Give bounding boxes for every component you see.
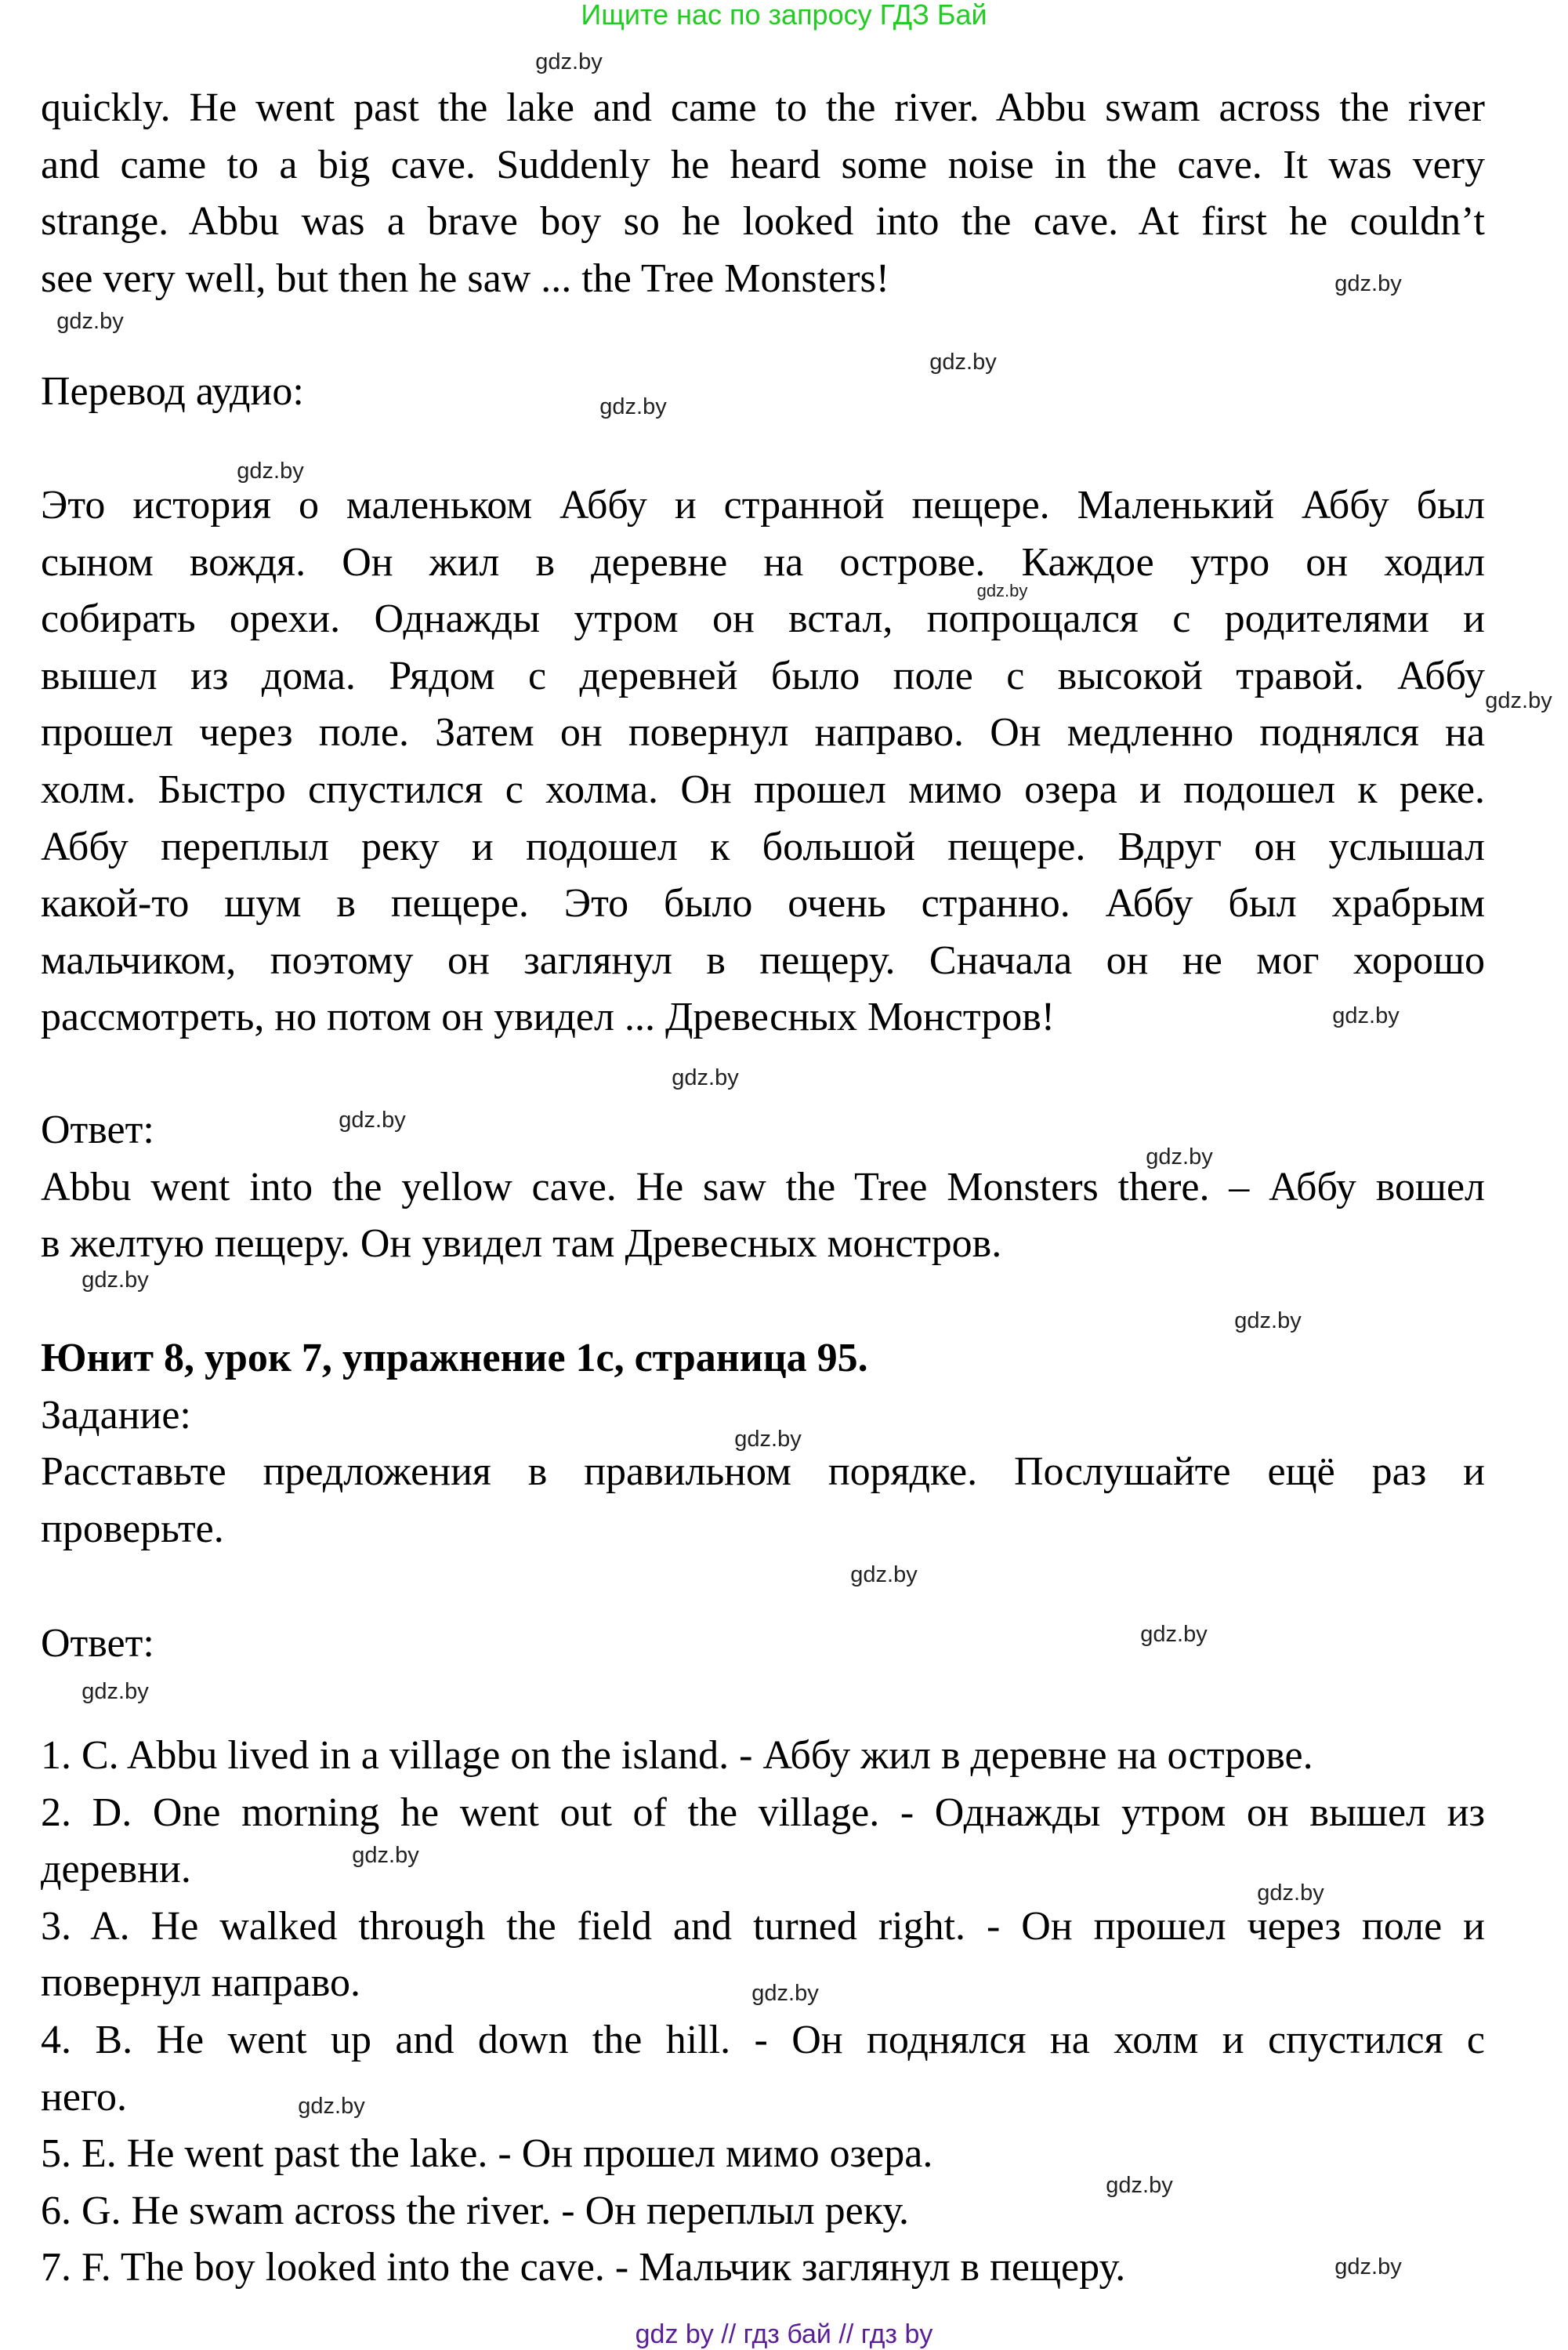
answer-label: Ответ: [41,1108,154,1152]
translation-paragraph [41,477,1485,1046]
text-line: Abbu went into the yellow cave. He saw the Tree Monsters there. – Аббу вошел [41,1164,1485,1209]
watermark: gdz.by [1485,688,1552,713]
text-line: вышел из дома. Рядом с деревней было поле с высокой травой. Аббу [41,653,1485,698]
list-item: 5. E. He went past the lake. - Он прошел мимо озера. [41,2131,933,2177]
list-item-cont: повернул направо. [41,1960,360,2006]
watermark: gdz.by [81,1679,149,1704]
watermark: gdz.by [1106,2173,1173,2198]
text-line: Расставьте предложения в правильном порядке. Послушайте ещё раз и [41,1449,1485,1495]
translation-label [41,364,1485,421]
text-line: холм. Быстро спустился с холма. Он прошел мимо озера и подошел к реке. [41,767,1485,812]
watermark: gdz.by [751,1981,819,2006]
text-line: see very well, but then he saw ... the Tree Monsters! [41,256,890,301]
watermark: gdz.by [298,2094,365,2119]
text-line: рассмотреть, но потом он увидел ... Древесных Монстров! [41,995,1056,1040]
watermark: gdz.by [339,1108,406,1133]
text-line: Это история о маленьком Аббу и странной пещере. Маленький Аббу был [41,483,1485,528]
story-paragraph [41,80,1485,307]
answer-section-1 [41,1102,1485,1273]
watermark: gdz.by [1257,1880,1324,1906]
text-line: проверьте. [41,1506,224,1551]
watermark: gdz.by [850,1562,918,1587]
answer-label-2 [41,1616,1485,1673]
watermark: gdz.by [352,1843,419,1868]
watermark: gdz.by [1140,1622,1208,1647]
text-line: собирать орехи. Однажды утром он встал, попрощался с родителями и [41,597,1485,642]
list-item: 3. A. He walked through the field and turned right. - Он прошел через поле и [41,1903,1485,1949]
label-text: Перевод аудио: [41,369,304,414]
text-line: прошел через поле. Затем он повернул направо. Он медленно поднялся на [41,710,1485,756]
watermark: gdz.by [976,581,1028,600]
watermark: gdz.by [1334,2254,1402,2279]
text-line: quickly. He went past the lake and came to the river. Abbu swam across the river [41,85,1485,130]
watermark: gdz.by [1234,1308,1302,1333]
watermark: gdz.by [672,1065,739,1090]
footer-banner: gdz by // гдз бай // гдз by [635,2319,933,2349]
watermark: gdz.by [81,1267,149,1293]
list-item: 4. B. He went up and down the hill. - Он поднялся на холм и спустился с [41,2017,1485,2062]
list-item: 2. D. One morning he went out of the village. - Однажды утром он вышел из [41,1790,1485,1835]
list-item: 7. F. The boy looked into the cave. - Мальчик заглянул в пещеру. [41,2245,1126,2290]
text-line: мальчиком, поэтому он заглянул в пещеру. Сначала он не мог хорошо [41,937,1485,983]
watermark: gdz.by [929,350,997,375]
watermark: gdz.by [56,309,124,334]
watermark: gdz.by [1334,271,1402,296]
text-line: strange. Abbu was a brave boy so he looked into the cave. At first he couldn’t [41,199,1485,245]
answer-list [41,1728,1485,2297]
watermark: gdz.by [237,459,304,484]
list-item-cont: него. [41,2074,127,2120]
watermark: gdz.by [1332,1003,1400,1028]
section-heading: Юнит 8, урок 7, упражнение 1с, страница 95. [41,1336,868,1380]
watermark: gdz.by [599,394,667,419]
answer-label: Ответ: [41,1621,154,1666]
text-line: какой-то шум в пещере. Это было очень странно. Аббу был храбрым [41,881,1485,927]
watermark: gdz.by [734,1427,802,1452]
list-item: 1. C. Abbu lived in a village on the island. - Аббу жил в деревне на острове. [41,1733,1313,1778]
text-line: сыном вождя. Он жил в деревне на острове. Каждое утро он ходил [41,539,1485,585]
text-line: Аббу переплыл реку и подошел к большой пещере. Вдруг он услышал [41,824,1485,869]
search-banner: Ищите нас по запросу ГДЗ Бай [581,0,987,31]
list-item-cont: деревни. [41,1847,191,1892]
task-label: Задание: [41,1392,191,1438]
text-line: в желтую пещеру. Он увидел там Древесных монстров. [41,1221,1002,1267]
watermark: gdz.by [1146,1144,1213,1170]
watermark: gdz.by [535,49,603,74]
list-item: 6. G. He swam across the river. - Он переплыл реку. [41,2188,910,2233]
text-line: and came to a big cave. Suddenly he heard some noise in the cave. It was very [41,142,1485,187]
